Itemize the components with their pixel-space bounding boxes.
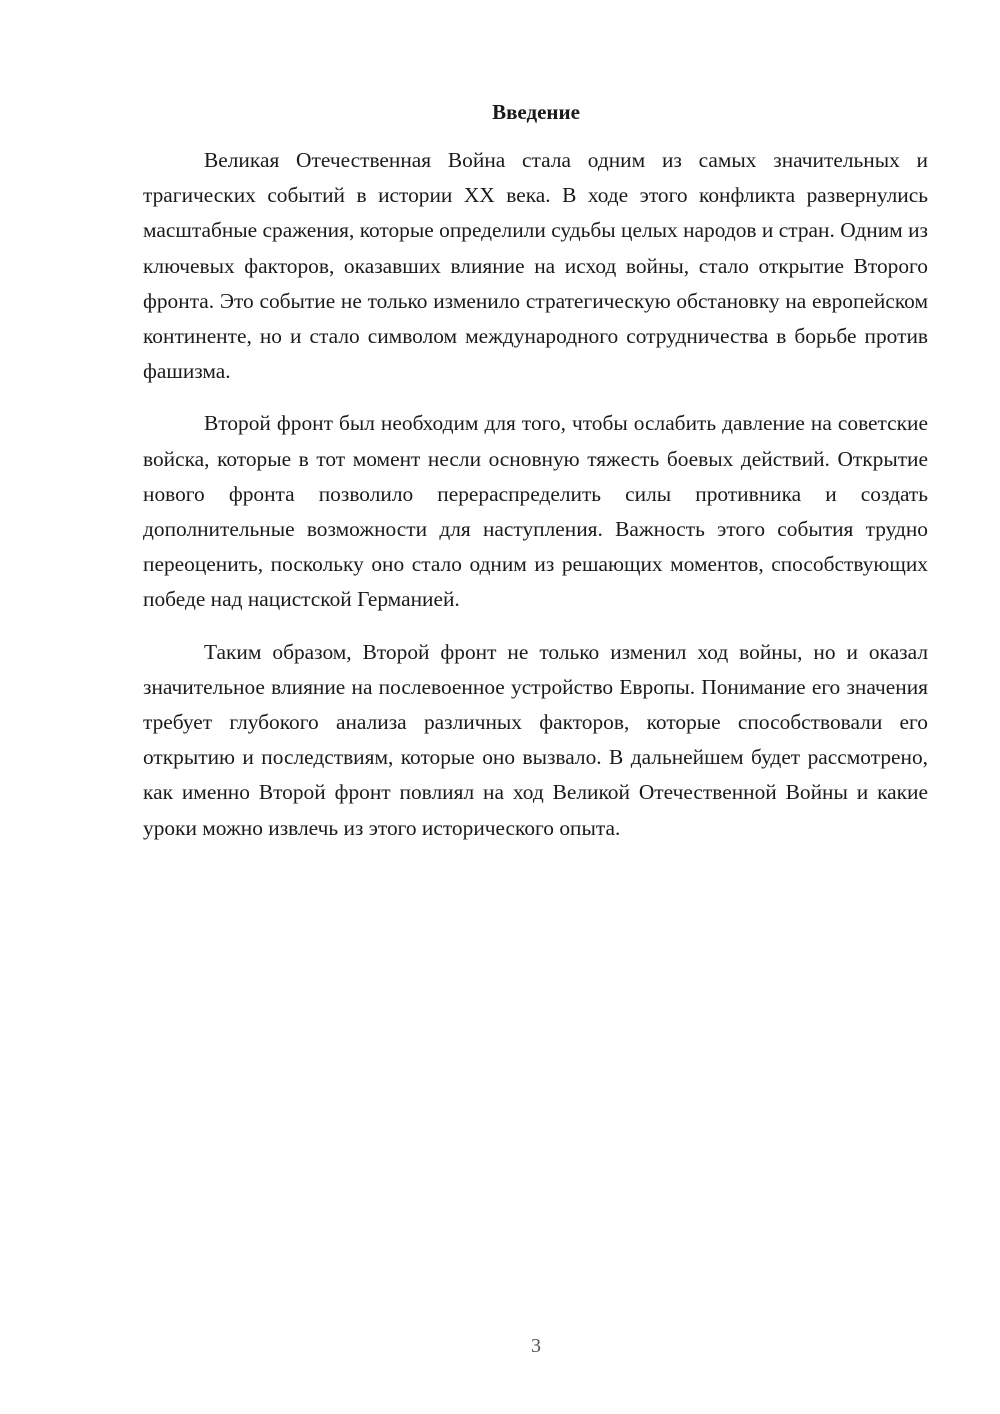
page-number: 3 [531,1335,541,1357]
body-text [143,143,928,863]
paragraph-1: Великая Отечественная Война стала одним из самых значительных и трагических событий в истории XX века. В ходе этого конфликта развернулись масштабные сражения, которые определили судьбы целых народов и стран. Одним из ключевых факторов, оказавших влияние на исход войны, стало открытие Второго фронта. Это событие не только изменило стратегическую обстановку на европейском континенте, но и стало символом международного сотрудничества в борьбе против фашизма. [143,148,928,384]
paragraph-3: Таким образом, Второй фронт не только изменил ход войны, но и оказал значительное влияние на послевоенное устройство Европы. Понимание его значения требует глубокого анализа различных факторов, которые способствовали его открытию и последствиям, которые оно вызвало. В дальнейшем будет рассмотрено, как именно Второй фронт повлиял на ход Великой Отечественной Войны и какие уроки можно извлечь из этого исторического опыта. [143,639,928,840]
page-title: Введение [492,100,580,124]
paragraph-2: Второй фронт был необходим для того, чтобы ослабить давление на советские войска, которые в тот момент несли основную тяжесть боевых действий. Открытие нового фронта позволило перераспределить силы противника и создать дополнительные возможности для наступления. Важность этого события трудно переоценить, поскольку оно стало одним из решающих моментов, способствующих победе над нацистской Германией. [143,411,928,612]
